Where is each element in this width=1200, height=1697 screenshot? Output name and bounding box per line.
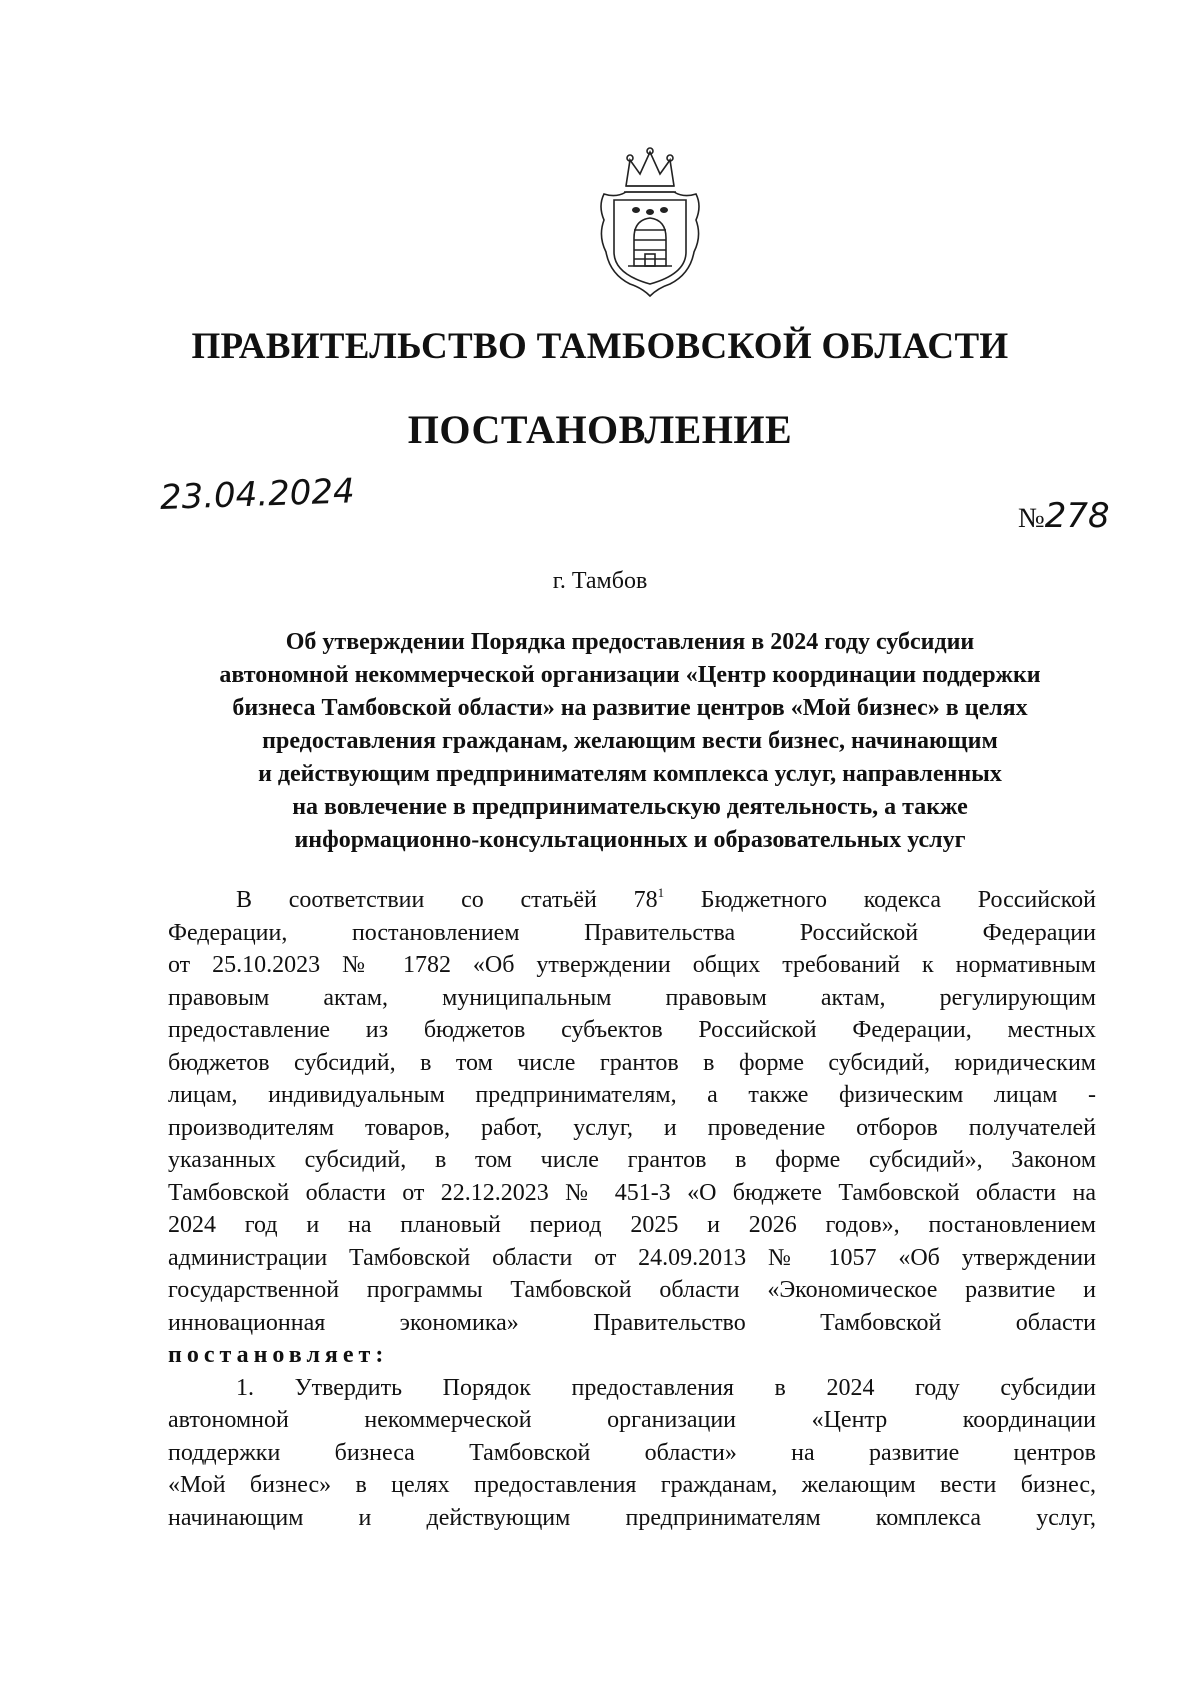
title-line: на вовлечение в предпринимательскую деятельность, а также — [292, 794, 968, 820]
preamble-line: производителям товаров, работ, услуг, и проведение отборов получателей — [168, 1114, 1096, 1141]
item-1-line: начинающим и действующим предпринимателям комплекса услуг, — [168, 1504, 1096, 1531]
preamble-line: указанных субсидий, в том числе грантов в форме субсидий», Законом — [168, 1147, 1096, 1173]
item-1-line: автономной некоммерческой организации «Центр координации — [168, 1407, 1096, 1433]
preamble-line: бюджетов субсидий, в том числе грантов в форме субсидий, юридическим — [168, 1049, 1096, 1076]
title-line: и действующим предпринимателям комплекса услуг, направленных — [258, 761, 1002, 787]
item-1-first-line: 1. Утвердить Порядок предоставления в 2024 году субсидии — [236, 1374, 1096, 1401]
preamble-line: инновационная экономика» Правительство Тамбовской области — [168, 1309, 1096, 1336]
title-line: информационно-консультационных и образовательных услуг — [294, 827, 966, 853]
superscript: 1 — [657, 885, 665, 900]
document-body — [168, 884, 1096, 1534]
preamble-line: администрации Тамбовской области от 24.09.2013 № 1057 «Об утверждении — [168, 1244, 1096, 1271]
document-date: 23.04.2024 — [159, 471, 356, 518]
title-line: предоставления гражданам, желающим вести бизнес, начинающим — [262, 728, 998, 754]
preamble-first-line — [168, 884, 1096, 917]
decree-word: постановляет: — [168, 1342, 389, 1368]
preamble-text: В соответствии со статьёй 78 — [236, 887, 658, 913]
preamble-line: от 25.10.2023 № 1782 «Об утверждении общих требований к нормативным — [168, 952, 1096, 978]
preamble-line: предоставление из бюджетов субъектов Российской Федерации, местных — [168, 1017, 1096, 1043]
title-line: автономной некоммерческой организации «Центр координации поддержки — [219, 662, 1041, 688]
title-line: Об утверждении Порядка предоставления в 2024 году субсидии — [285, 629, 975, 655]
coat-of-arms-emblem — [590, 146, 710, 301]
item-1-line: «Мой бизнес» в целях предоставления гражданам, желающим вести бизнес, — [168, 1472, 1096, 1498]
preamble-line: государственной программы Тамбовской области «Экономическое развитие и — [168, 1277, 1096, 1303]
preamble-line: лицам, индивидуальным предпринимателям, а также физическим лицам - — [168, 1082, 1096, 1108]
document-number — [1018, 496, 1110, 536]
city-name: г. Тамбов — [552, 568, 648, 594]
item-1-line: поддержки бизнеса Тамбовской области» на развитие центров — [168, 1439, 1096, 1466]
document-title — [160, 626, 1100, 857]
title-line: бизнеса Тамбовской области» на развитие центров «Мой бизнес» в целях — [232, 695, 1028, 721]
preamble-line: 2024 год и на плановый период 2025 и 2026 годов», постановлением — [168, 1212, 1096, 1238]
document-type: ПОСТАНОВЛЕНИЕ — [407, 407, 793, 452]
preamble-line: Федерации, постановлением Правительства Российской Федерации — [168, 919, 1096, 946]
preamble-line: Тамбовской области от 22.12.2023 № 451-З «О бюджете Тамбовской области на — [168, 1179, 1096, 1206]
number-sign: № — [1018, 503, 1045, 534]
number-value: 278 — [1044, 496, 1110, 536]
preamble-line: правовым актам, муниципальным правовым актам, регулирующим — [168, 984, 1096, 1011]
organization-name: ПРАВИТЕЛЬСТВО ТАМБОВСКОЙ ОБЛАСТИ — [191, 326, 1009, 367]
preamble-text: Бюджетного кодекса Российской — [664, 887, 1097, 913]
